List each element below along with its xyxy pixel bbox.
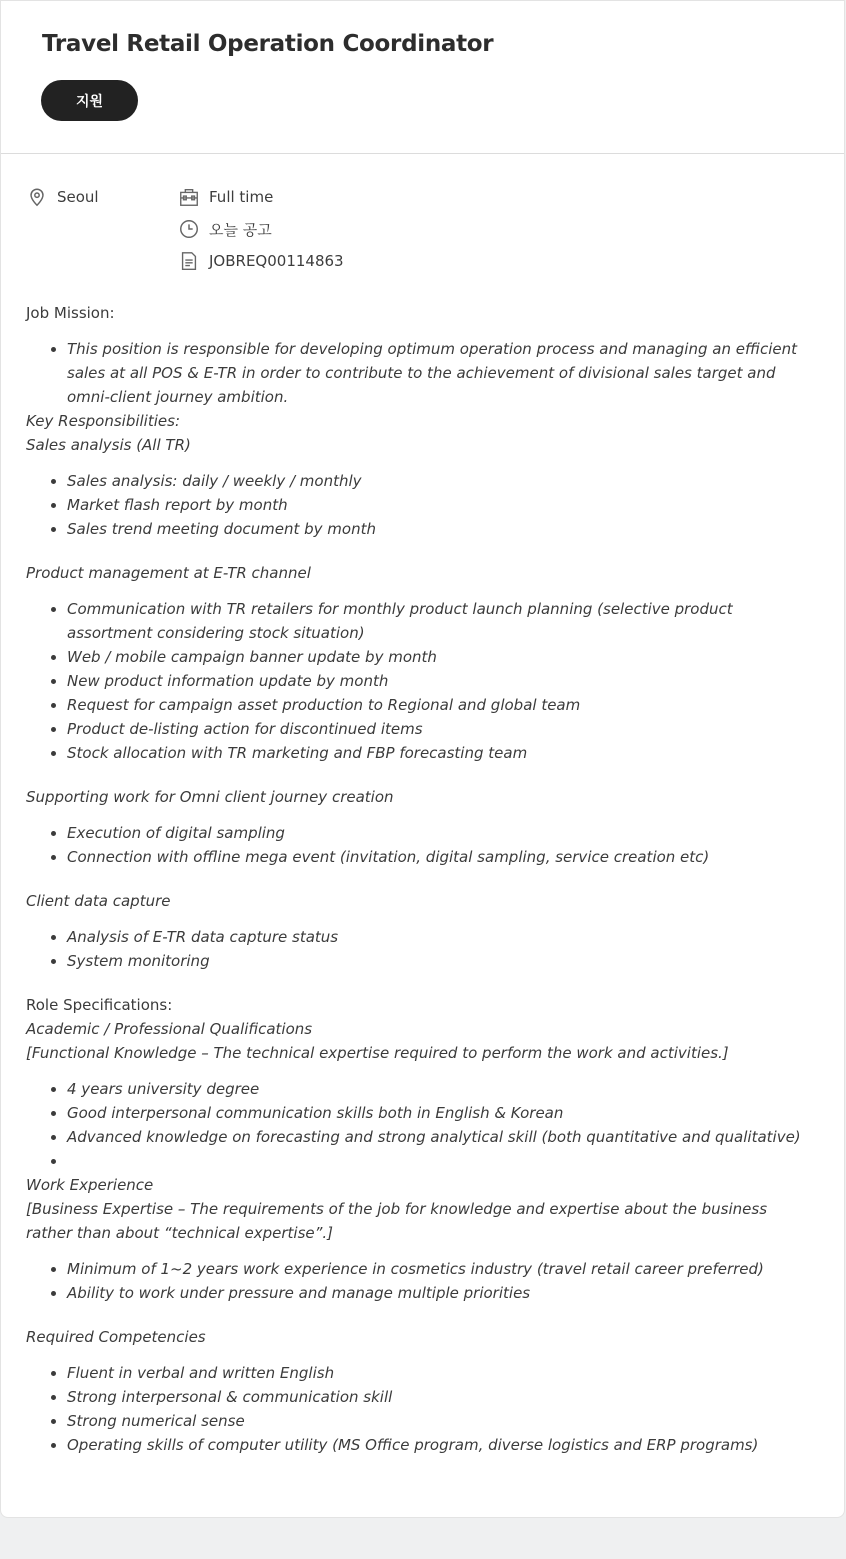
location-pin-icon [26, 186, 48, 208]
building-icon [178, 186, 200, 208]
functional-knowledge-text: [Functional Knowledge – The technical expertise required to perform the work and activities.] [26, 1044, 729, 1062]
list-item: • Advanced knowledge on forecasting and strong analytical skill (both quantitative and qualitative) [67, 1125, 816, 1149]
competencies-heading: Required Competencies [26, 1328, 206, 1346]
list-item: • Ability to work under pressure and manage multiple priorities [67, 1281, 816, 1305]
key-responsibilities-heading: Key Responsibilities: [26, 412, 180, 430]
list-item: • 4 years university degree [67, 1077, 816, 1101]
job-title: Travel Retail Operation Coordinator [42, 31, 494, 57]
posted-meta [178, 218, 272, 240]
omni-list [26, 821, 816, 869]
list-item: • Sales trend meeting document by month [67, 517, 816, 541]
list-item: • Sales analysis: daily / weekly / monthly [67, 469, 816, 493]
list-item: • Market flash report by month [67, 493, 816, 517]
employment-type-meta [178, 186, 273, 208]
list-item: • Strong interpersonal & communication skill [67, 1385, 816, 1409]
client-data-list [26, 925, 816, 973]
product-management-list [26, 597, 816, 765]
list-item: • This position is responsible for developing optimum operation process and managing an efficient sales at all POS & E-TR in order to contribute to the achievement of divisional sales target and omni-client journey ambition. [67, 337, 816, 409]
work-experience-heading: Work Experience [26, 1176, 154, 1194]
client-data-heading: Client data capture [26, 892, 171, 910]
academic-list [26, 1077, 816, 1173]
work-experience-list [26, 1257, 816, 1305]
academic-heading: Academic / Professional Qualifications [26, 1020, 313, 1038]
list-item: • Request for campaign asset production to Regional and global team [67, 693, 816, 717]
document-icon [178, 250, 200, 272]
list-item: • Execution of digital sampling [67, 821, 816, 845]
list-item: • Minimum of 1~2 years work experience in cosmetics industry (travel retail career preferred) [67, 1257, 816, 1281]
employment-type-text: Full time [209, 188, 274, 206]
posted-text: 오늘 공고 [209, 220, 272, 239]
apply-button[interactable]: 지원 [41, 80, 138, 121]
role-spec-heading: Role Specifications: [26, 996, 173, 1014]
business-expertise-text: [Business Expertise – The requirements of the job for knowledge and expertise about the business rather than about “technical expertise”.] [26, 1200, 768, 1242]
list-item: • Web / mobile campaign banner update by month [67, 645, 816, 669]
omni-heading: Supporting work for Omni client journey creation [26, 788, 394, 806]
job-mission-list [26, 337, 816, 409]
list-item: • Communication with TR retailers for monthly product launch planning (selective product assortment considering stock situation) [67, 597, 816, 645]
list-item: • Connection with offline mega event (invitation, digital sampling, service creation etc) [67, 845, 816, 869]
product-management-heading: Product management at E-TR channel [26, 564, 311, 582]
job-mission-heading: Job Mission: [26, 304, 115, 322]
list-item: • Product de-listing action for discontinued items [67, 717, 816, 741]
list-item: • New product information update by month [67, 669, 816, 693]
location-text: Seoul [57, 188, 99, 206]
list-item: • Analysis of E-TR data capture status [67, 925, 816, 949]
list-item: • Stock allocation with TR marketing and FBP forecasting team [67, 741, 816, 765]
job-meta [1, 186, 844, 276]
req-id-text: JOBREQ00114863 [209, 252, 344, 270]
sales-analysis-heading: Sales analysis (All TR) [26, 436, 191, 454]
req-id-meta [178, 250, 344, 272]
list-item: • System monitoring [67, 949, 816, 973]
list-item: • Good interpersonal communication skills both in English & Korean [67, 1101, 816, 1125]
sales-analysis-list [26, 469, 816, 541]
list-item [67, 1149, 816, 1173]
list-item: • Operating skills of computer utility (MS Office program, diverse logistics and ERP programs) [67, 1433, 816, 1457]
job-header [1, 1, 844, 154]
competencies-list [26, 1361, 816, 1457]
list-item: • Strong numerical sense [67, 1409, 816, 1433]
clock-icon [178, 218, 200, 240]
job-description [26, 301, 816, 1469]
location-meta [26, 186, 99, 208]
list-item: • Fluent in verbal and written English [67, 1361, 816, 1385]
